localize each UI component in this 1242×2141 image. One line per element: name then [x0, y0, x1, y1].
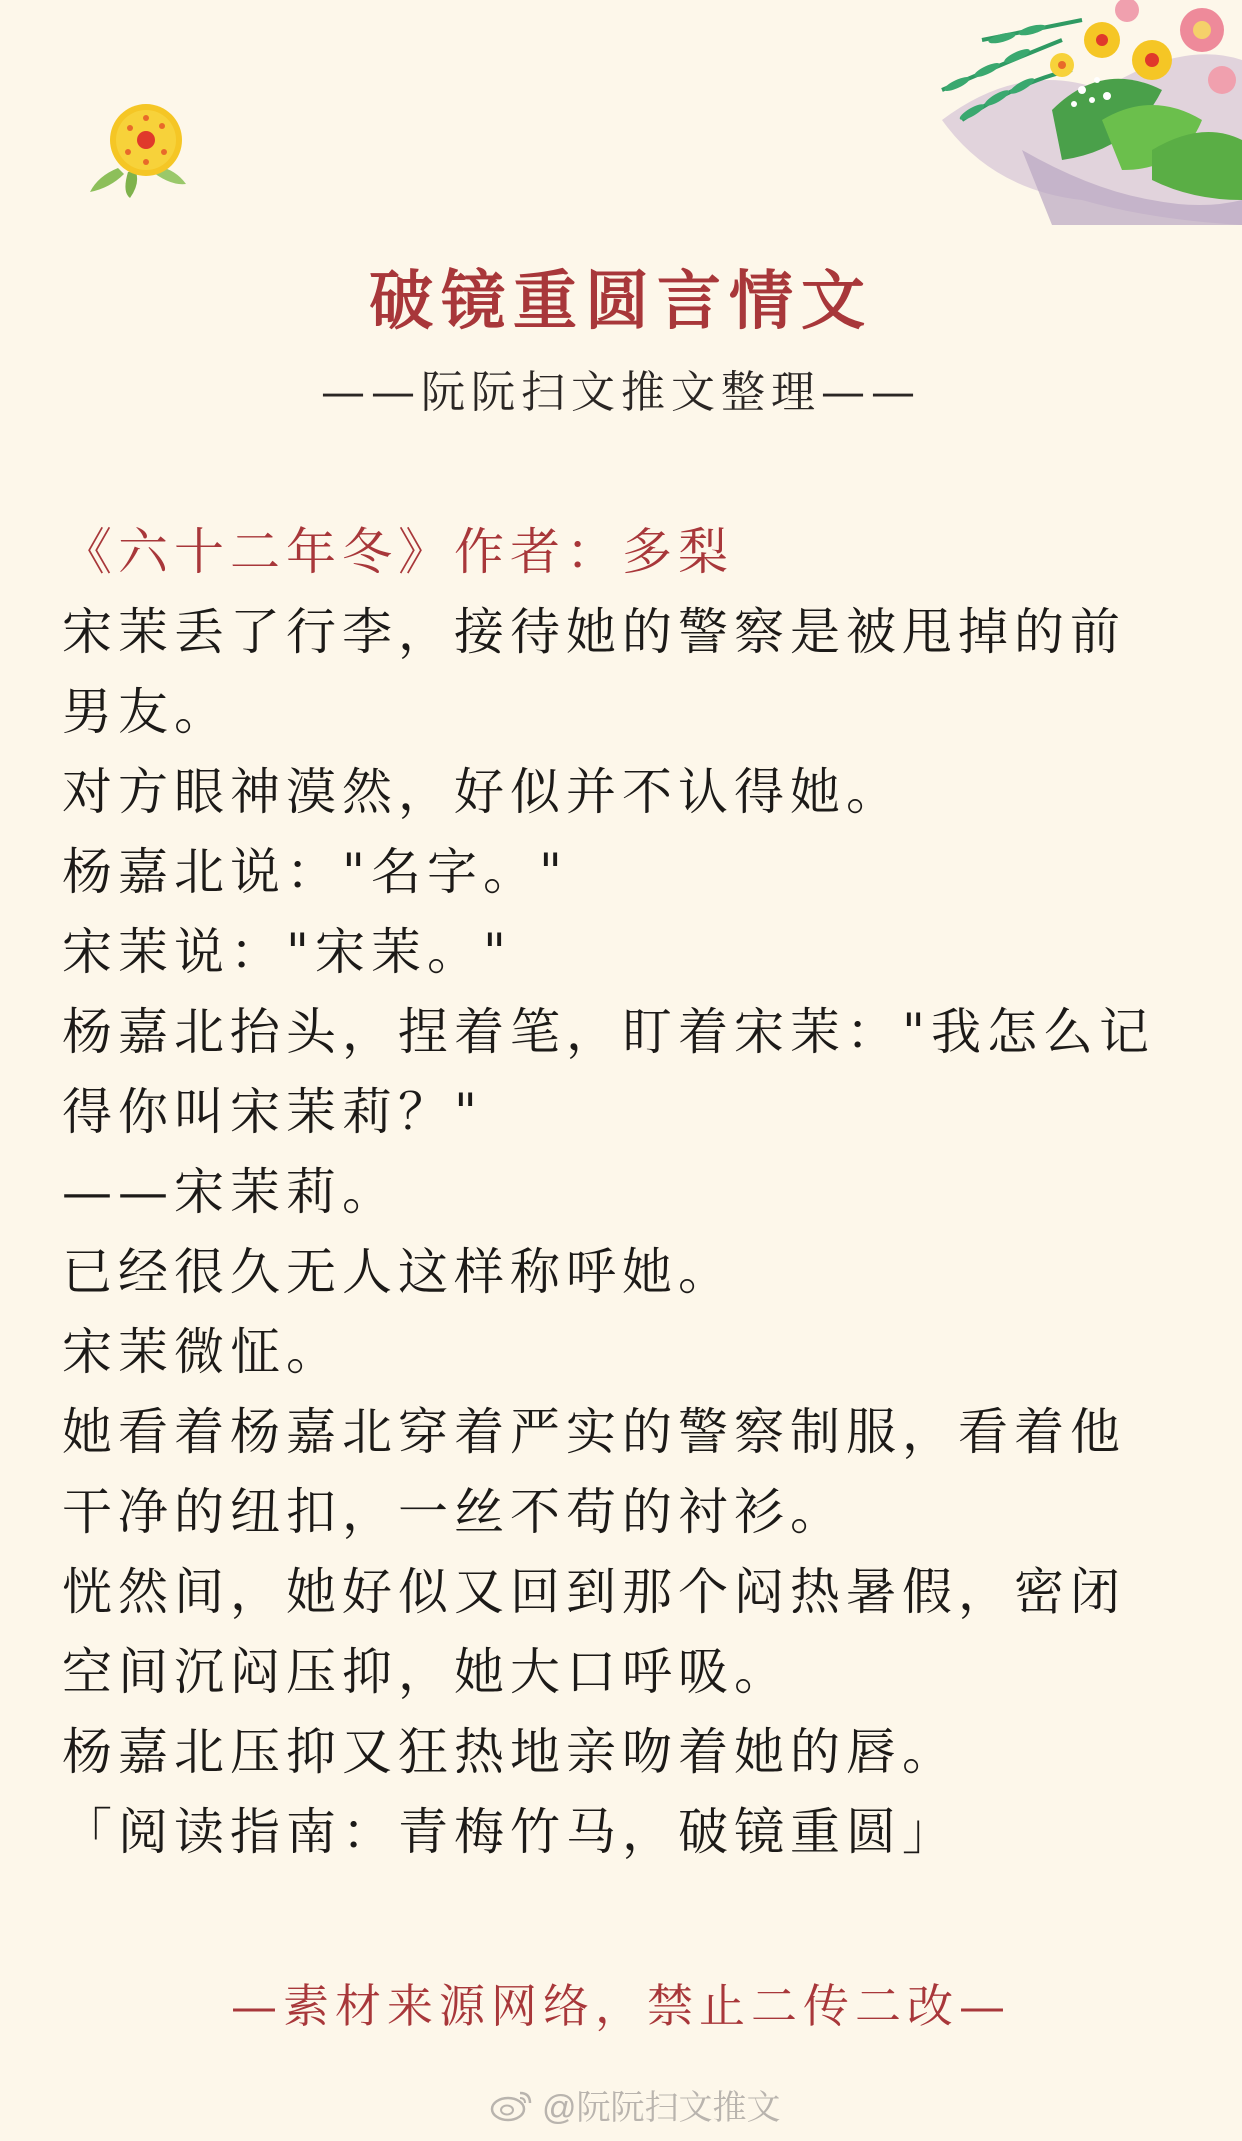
synopsis-line: 杨嘉北抬头，捏着笔，盯着宋茉："我怎么记: [62, 1003, 1155, 1061]
page-title: 破镜重圆言情文: [369, 264, 873, 339]
synopsis-line: 男友。: [62, 683, 230, 741]
book-entry: [62, 512, 1182, 1872]
synopsis-line: 杨嘉北压抑又狂热地亲吻着她的唇。: [62, 1723, 958, 1781]
watermark-text: @阮阮扫文推文: [542, 2089, 781, 2127]
synopsis-line: 已经很久无人这样称呼她。: [62, 1243, 734, 1301]
flower-bouquet-icon: [902, 0, 1242, 225]
page-subtitle: ——阮阮扫文推文整理——: [321, 367, 921, 418]
synopsis-line: 干净的纽扣，一丝不苟的衬衫。: [62, 1483, 846, 1541]
synopsis-line: 恍然间，她好似又回到那个闷热暑假，密闭: [62, 1563, 1126, 1621]
yellow-flower-icon: [88, 88, 198, 198]
synopsis-line: 对方眼神漠然，好似并不认得她。: [62, 763, 902, 821]
synopsis-line: ——宋茉莉。: [62, 1163, 398, 1221]
watermark: [490, 2080, 781, 2129]
synopsis-line: 宋茉微怔。: [62, 1323, 342, 1381]
synopsis-line: 杨嘉北说："名字。": [62, 843, 568, 901]
reading-guide: 「阅读指南：青梅竹马，破镜重圆」: [62, 1803, 958, 1861]
synopsis-line: 宋茉丢了行李，接待她的警察是被甩掉的前: [62, 603, 1126, 661]
weibo-icon: [490, 2087, 534, 2123]
synopsis-line: 她看着杨嘉北穿着严实的警察制服，看着他: [62, 1403, 1126, 1461]
copyright-notice: —素材来源网络，禁止二传二改—: [231, 1979, 1011, 2033]
synopsis-line: 宋茉说："宋茉。": [62, 923, 512, 981]
book-heading: 《六十二年冬》作者：多梨: [62, 523, 734, 581]
synopsis-line: 空间沉闷压抑，她大口呼吸。: [62, 1643, 790, 1701]
synopsis-line: 得你叫宋茉莉？": [62, 1083, 483, 1141]
